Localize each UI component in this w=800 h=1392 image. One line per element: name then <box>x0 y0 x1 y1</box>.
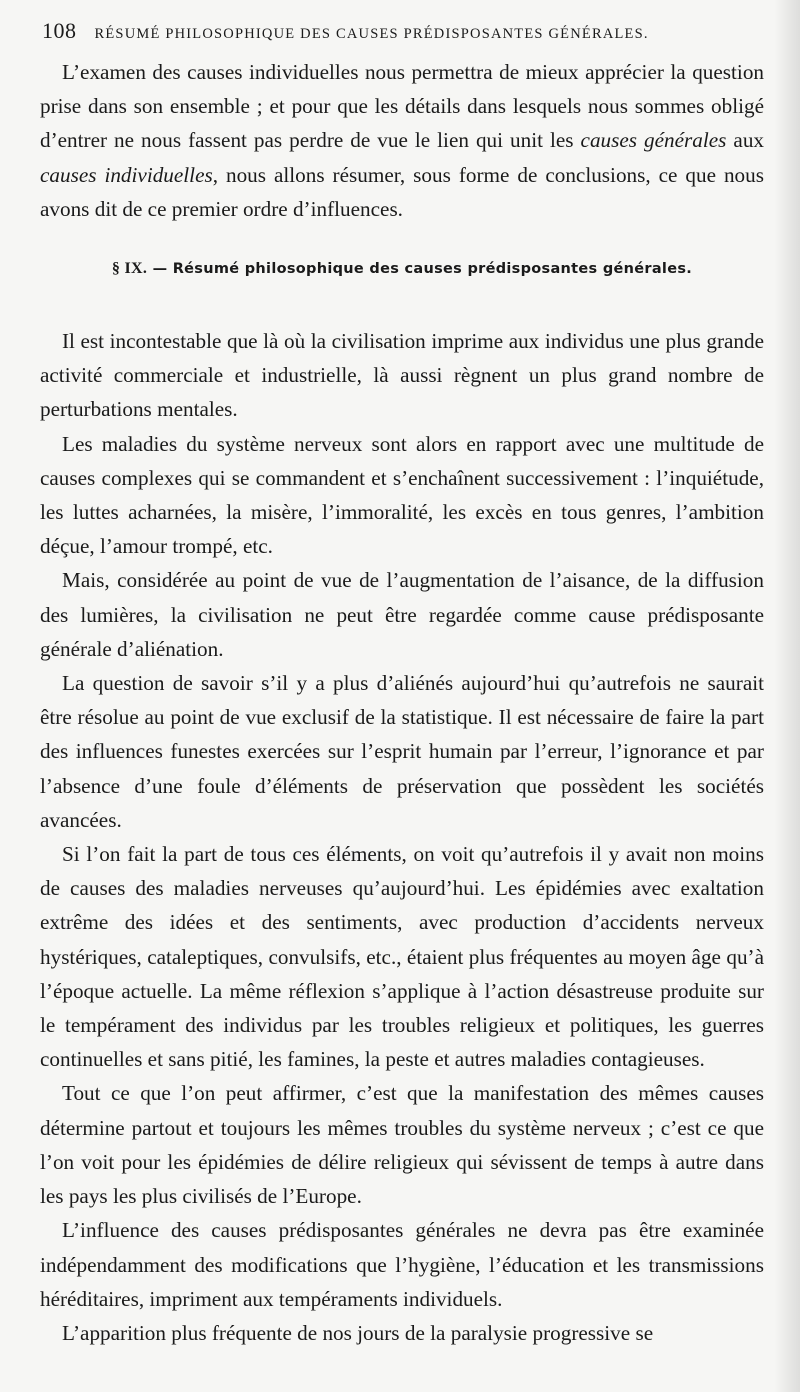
paragraph-5: La question de savoir s’il y a plus d’aliénés aujourd’hui qu’autrefois ne saurait être résolue au point de vue exclusif de la statistique. Il est nécessaire de faire la part des influences funestes exercées sur l’esprit humain par l’erreur, l’ignorance et par l’absence d’une foule d’éléments de préservation que possèdent les sociétés avancées. <box>40 671 764 832</box>
page-number: 108 <box>42 18 77 43</box>
paragraph-intro-part-c: , nous allons résumer, sous forme de conclusions, ce que nous avons dit de ce premier ordre d’influences. <box>40 162 764 221</box>
paragraph-intro-part-b: aux <box>726 128 765 153</box>
paragraph-7: Tout ce que l’on peut affirmer, c’est que la manifestation des mêmes causes détermine partout et toujours les mêmes troubles du système nerveux ; c’est ce que l’on voit pour les épidémies de délire religieux qui sévissent de temps à autre dans les pays les plus civilisés de l’Europe. <box>40 1081 764 1209</box>
paragraph-6: Si l’on fait la part de tous ces éléments, on voit qu’autrefois il y avait non moins de causes des maladies nerveuses qu’aujourd’hui. Les épidémies avec exaltation extrême des idées et des sentiments, avec production d’accidents nerveux hystériques, cataleptiques, convulsifs, etc., étaient plus fréquentes au moyen âge qu’à l’époque actuelle. La même réflexion s’applique à l’action désastreuse produite sur le tempérament des individus par les troubles religieux et politiques, les guerres continuelles et sans pitié, les famines, la peste et autres maladies contagieuses. <box>40 842 764 1072</box>
paragraph-4: Mais, considérée au point de vue de l’augmentation de l’aisance, de la diffusion des lumières, la civilisation ne peut être regardée comme cause prédisposante générale d’aliénation. <box>40 568 764 661</box>
paragraph-intro <box>40 55 764 226</box>
paragraph-3: Les maladies du système nerveux sont alors en rapport avec une multitude de causes complexes qui se commandent et s’enchaînent successivement : l’inquiétude, les luttes acharnées, la misère, l’immoralité, les excès en tous genres, l’ambition déçue, l’amour trompé, etc. <box>40 431 764 559</box>
running-title: RÉSUMÉ PHILOSOPHIQUE DES CAUSES PRÉDISPOSANTES GÉNÉRALES. <box>94 26 649 42</box>
body-text <box>40 55 764 1350</box>
running-head <box>42 18 762 50</box>
italic-causes-individuelles: causes individuelles <box>40 162 213 187</box>
section-heading <box>40 260 764 290</box>
paragraph-intro-part-a: L’examen des causes individuelles nous permettra de mieux apprécier la question prise dans son ensemble ; et pour que les détails dans lesquels nous sommes obligé d’entrer ne nous fassent pas perdre de vue le lien qui unit les <box>40 60 764 153</box>
paragraph-9: L’apparition plus fréquente de nos jours de la paralysie progressive se <box>62 1320 654 1345</box>
paragraph-2: Il est incontestable que là où la civilisation imprime aux individus une plus grande activité commerciale et industrielle, là aussi règnent un plus grand nombre de perturbations mentales. <box>40 329 764 422</box>
italic-causes-generales: causes générales <box>580 128 727 153</box>
paragraph-8: L’influence des causes prédisposantes générales ne devra pas être examinée indépendamment des modifications que l’hygiène, l’éducation et les transmissions héréditaires, impriment aux tempéraments individuels. <box>40 1218 764 1311</box>
page-edge-shadow <box>774 0 800 1392</box>
section-number: § IX. <box>111 260 148 278</box>
section-title: — Résumé philosophique des causes prédisposantes générales. <box>152 261 693 278</box>
